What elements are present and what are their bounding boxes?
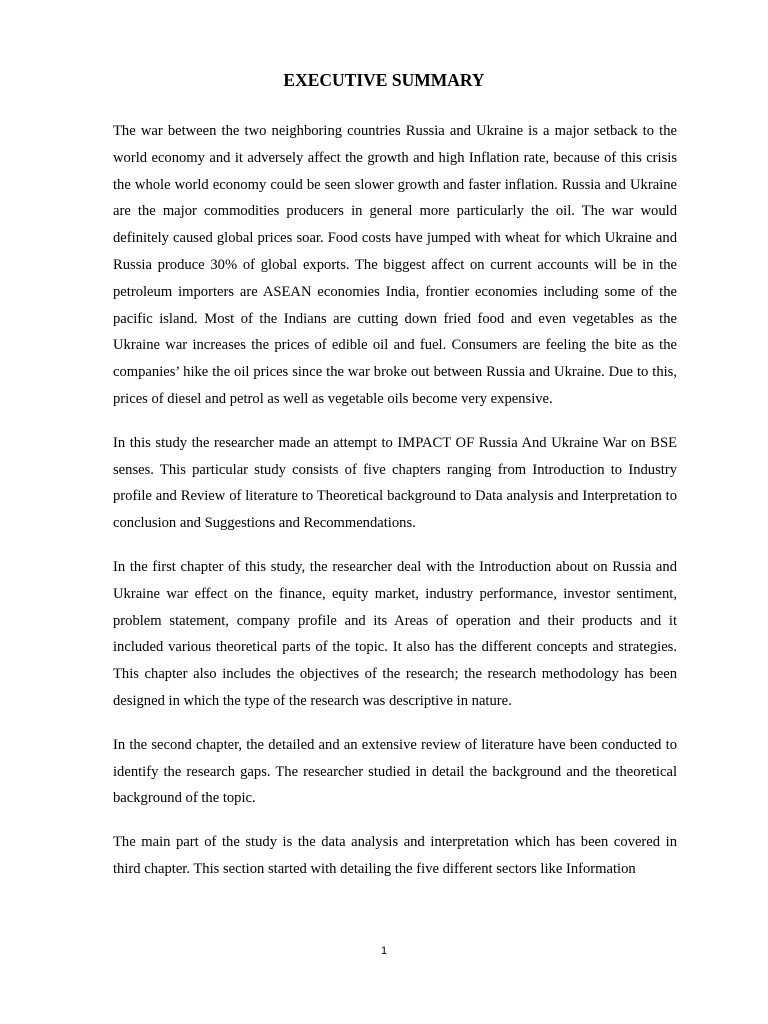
paragraph-4: In the second chapter, the detailed and an extensive review of literature have been conducted to identify the research gaps. The researcher studied in detail the background and the theoretical background of the topic. [113, 736, 677, 807]
paragraph-3: In the first chapter of this study, the researcher deal with the Introduction about on Russia and Ukraine war effect on the finance, equity market, industry performance, investor sentiment, problem statement, company profile and its Areas of operation and their products and it included various theoretical parts of the topic. It also has the different concepts and strategies. This chapter also includes the objectives of the research; the research methodology has been designed in which the type of the research was descriptive in nature. [113, 558, 677, 709]
page-title: EXECUTIVE SUMMARY [283, 70, 485, 90]
page-number: 1 [380, 945, 388, 957]
document-body [113, 118, 677, 900]
paragraph-5: The main part of the study is the data analysis and interpretation which has been covered in third chapter. This section started with detailing the five different sectors like Information [113, 834, 677, 877]
paragraph-1: The war between the two neighboring countries Russia and Ukraine is a major setback to the world economy and it adversely affect the growth and high Inflation rate, because of this crisis the whole world economy could be seen slower growth and faster inflation. Russia and Ukraine are the major commodities producers in general more particularly the oil. The war would definitely caused global prices soar. Food costs have jumped with wheat for which Ukraine and Russia produce 30% of global exports. The biggest affect on current accounts will be in the petroleum importers are ASEAN economies India, frontier economies including some of the pacific island. Most of the Indians are cutting down fried food and even vegetables as the Ukraine war increases the prices of edible oil and fuel. Consumers are feeling the bite as the companies’ hike the oil prices since the war broke out between Russia and Ukraine. Due to this, prices of diesel and petrol as well as vegetable oils become very expensive. [113, 123, 677, 407]
paragraph-2: In this study the researcher made an attempt to IMPACT OF Russia And Ukraine War on BSE senses. This particular study consists of five chapters ranging from Introduction to Industry profile and Review of literature to Theoretical background to Data analysis and Interpretation to conclusion and Suggestions and Recommendations. [113, 434, 677, 532]
